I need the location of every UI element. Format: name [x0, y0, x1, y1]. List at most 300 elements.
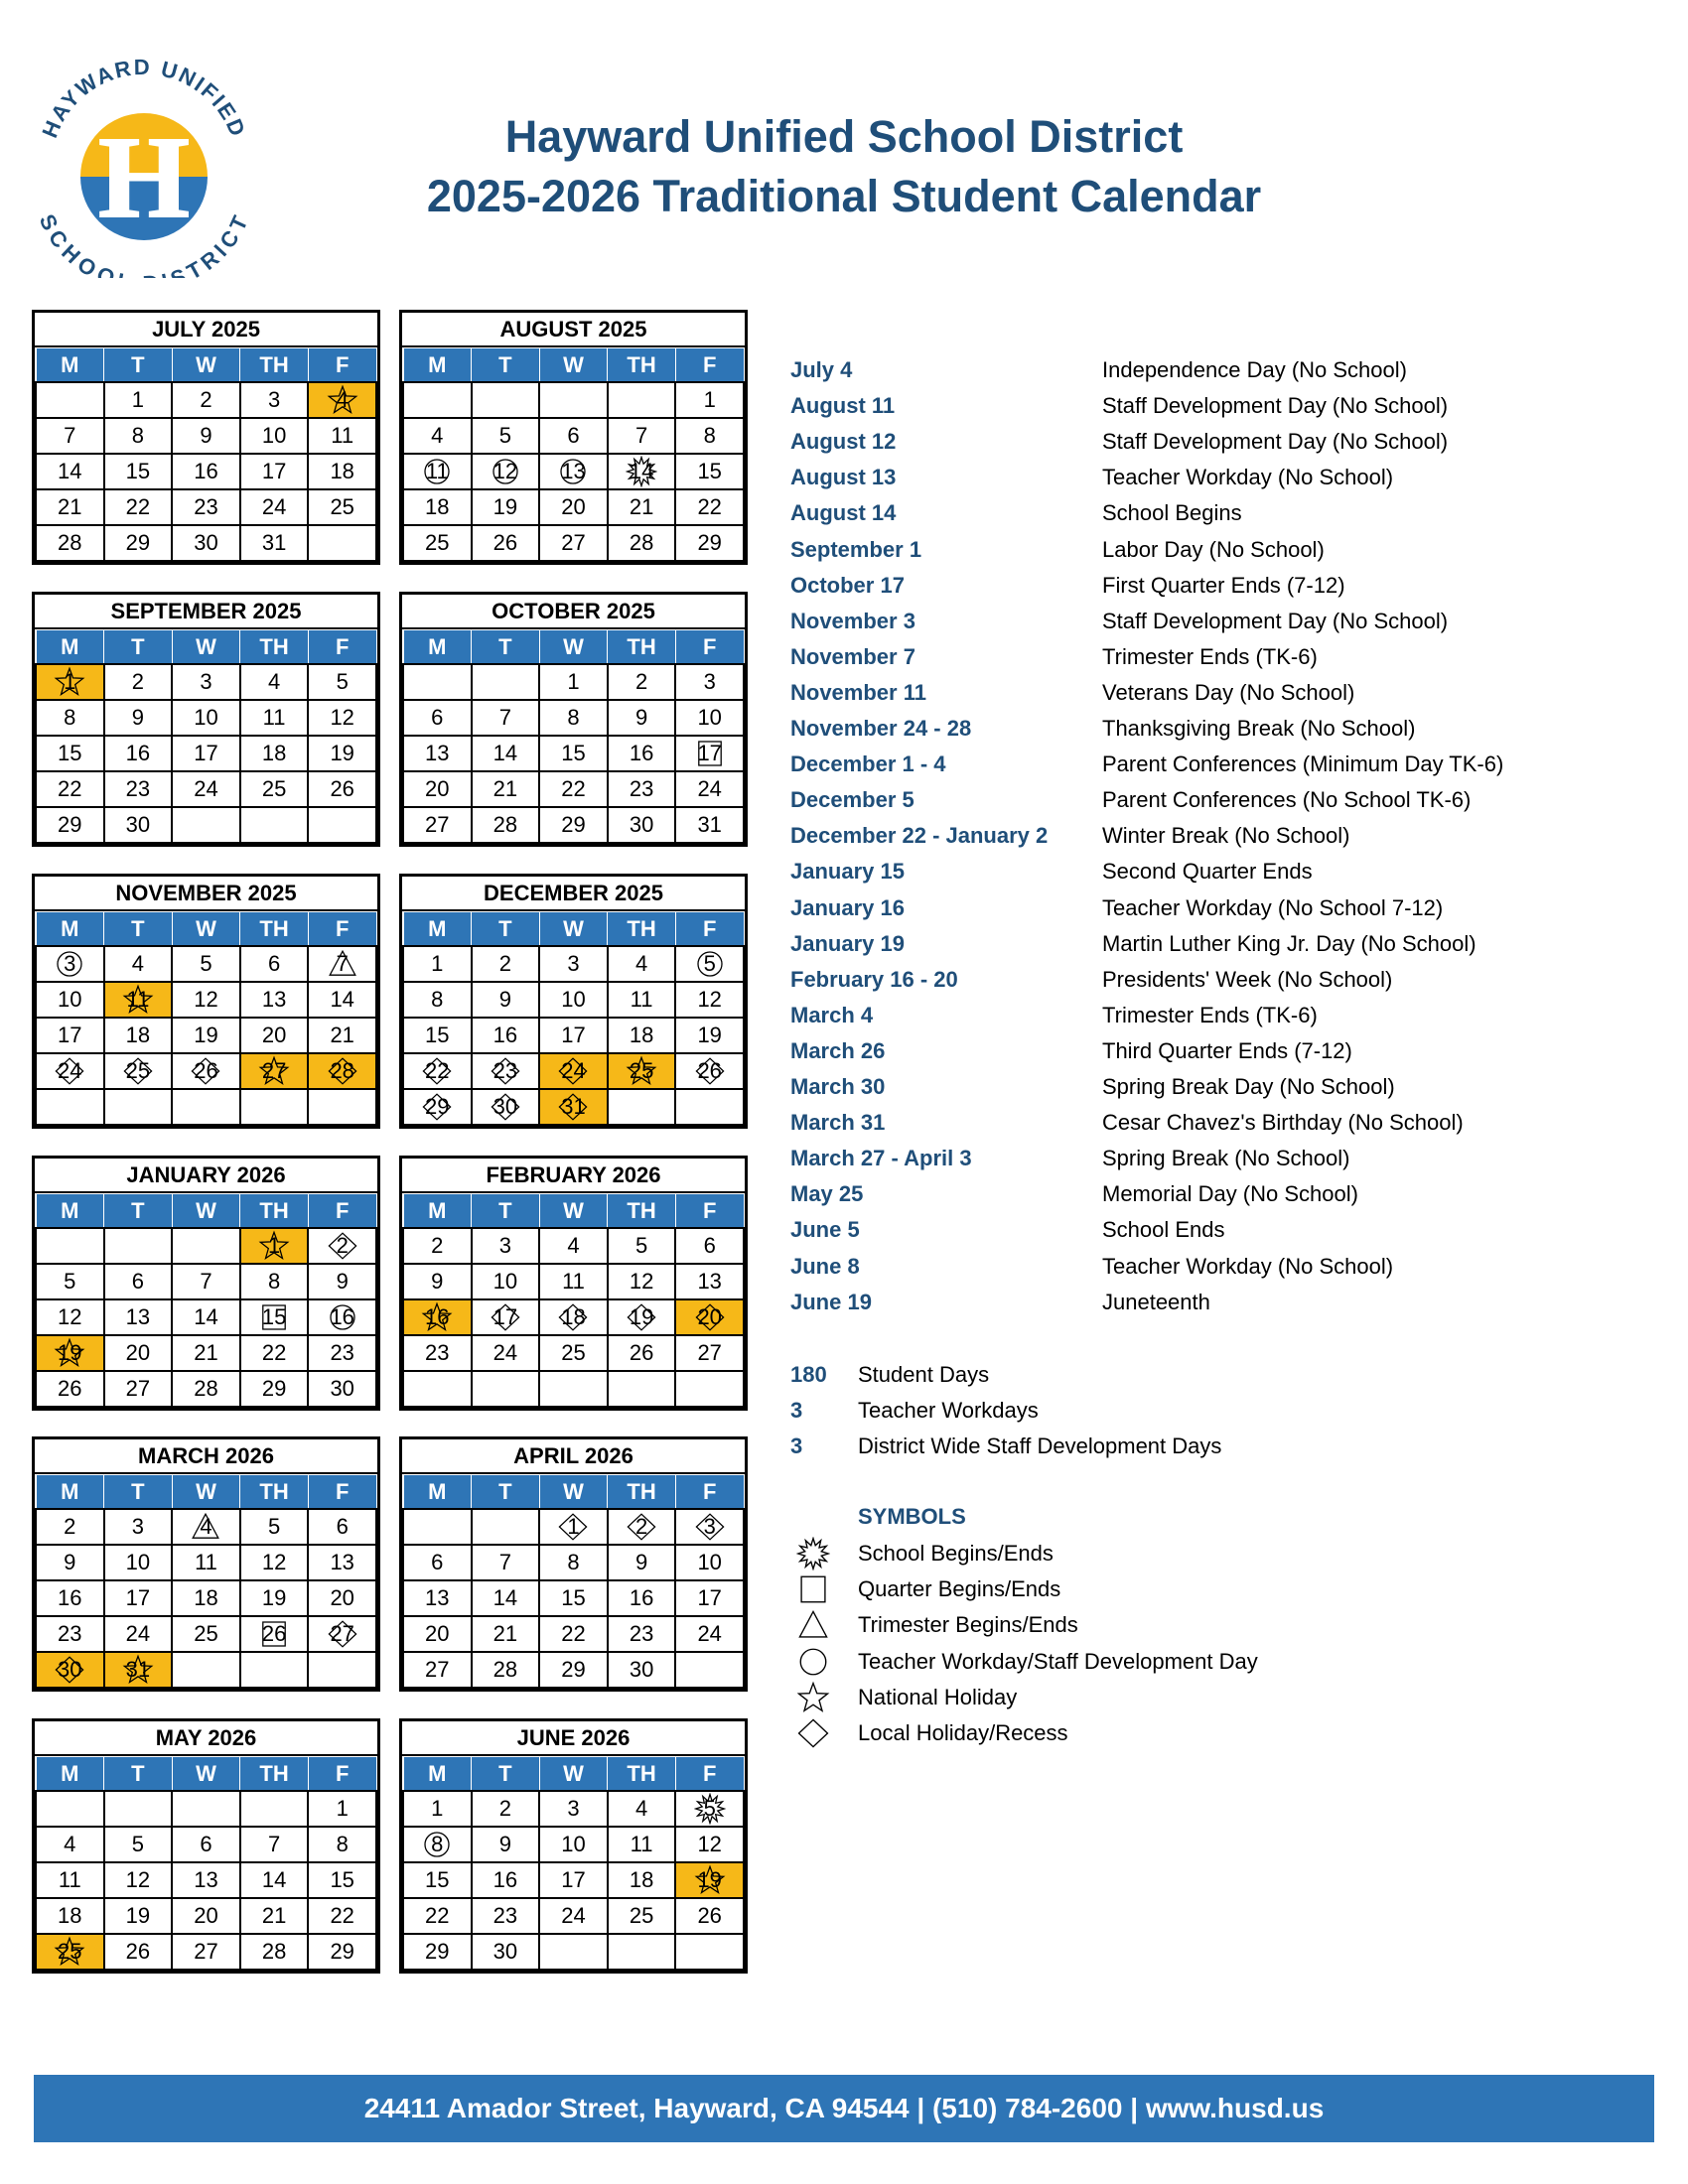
weekday-label: F	[675, 1475, 744, 1510]
day-number: 12	[261, 1550, 287, 1574]
month-calendar	[399, 310, 748, 565]
stat-label: District Wide Staff Development Days	[858, 1433, 1222, 1458]
day-number: 22	[697, 494, 722, 519]
day-cell	[675, 982, 744, 1018]
day-cell	[472, 946, 540, 982]
day-cell	[403, 1934, 472, 1970]
day-cell	[104, 946, 173, 982]
day-cell	[104, 382, 173, 418]
event-date: March 4	[790, 1002, 874, 1027]
day-cell	[608, 1089, 676, 1125]
day-number: 8	[703, 423, 716, 448]
day-cell	[308, 1299, 376, 1335]
day-number: 31	[561, 1094, 586, 1119]
day-cell	[675, 1089, 744, 1125]
day-cell	[539, 489, 608, 525]
day-number: 25	[629, 1903, 654, 1928]
day-number: 22	[561, 776, 586, 801]
month-title: SEPTEMBER 2025	[35, 595, 377, 629]
day-cell	[172, 1299, 240, 1335]
day-number: 20	[125, 1340, 151, 1365]
day-cell	[675, 418, 744, 454]
day-cell	[240, 418, 309, 454]
day-cell	[608, 1228, 676, 1264]
weekday-label: T	[104, 630, 173, 665]
day-cell	[608, 771, 676, 807]
weekday-label: W	[539, 348, 608, 383]
weekday-label: TH	[608, 1757, 676, 1792]
day-cell	[608, 664, 676, 700]
day-cell	[472, 1089, 540, 1125]
day-number: 17	[58, 1023, 82, 1047]
day-cell	[172, 1545, 240, 1580]
day-number: 3	[64, 951, 76, 976]
day-cell	[539, 418, 608, 454]
stat-label: Teacher Workdays	[858, 1398, 1039, 1423]
day-cell	[240, 1652, 309, 1688]
day-cell	[539, 525, 608, 561]
day-cell	[308, 771, 376, 807]
day-cell	[608, 1580, 676, 1616]
day-number: 6	[431, 1550, 444, 1574]
stat-row	[790, 1362, 1485, 1398]
day-number: 6	[200, 1832, 212, 1856]
day-number: 2	[64, 1514, 76, 1539]
day-cell	[472, 454, 540, 489]
day-number: 4	[336, 387, 349, 412]
day-number: 24	[492, 1340, 518, 1365]
day-cell	[403, 700, 472, 736]
day-cell	[539, 1299, 608, 1335]
day-number: 3	[498, 1233, 512, 1258]
event-description: Second Quarter Ends	[1102, 859, 1313, 885]
day-cell	[472, 1616, 540, 1652]
symbol-legend-row	[790, 1608, 1485, 1644]
day-cell	[308, 1335, 376, 1371]
day-cell	[403, 1299, 472, 1335]
day-cell	[104, 1264, 173, 1299]
day-number: 17	[561, 1867, 586, 1892]
day-cell	[403, 1228, 472, 1264]
day-cell	[472, 1264, 540, 1299]
day-cell	[172, 1827, 240, 1862]
event-description: First Quarter Ends (7-12)	[1102, 572, 1345, 598]
event-description: Teacher Workday (No School)	[1102, 465, 1394, 490]
day-number: 13	[561, 459, 586, 483]
day-number: 15	[261, 1304, 287, 1329]
day-number: 16	[425, 1304, 450, 1329]
day-number: 18	[330, 459, 354, 483]
day-number: 11	[195, 1550, 217, 1574]
day-number: 19	[261, 1585, 287, 1610]
weekday-label: W	[539, 912, 608, 947]
month-title: APRIL 2026	[402, 1439, 745, 1474]
day-cell	[539, 1264, 608, 1299]
month-title: JUNE 2026	[402, 1721, 745, 1756]
event-row	[790, 680, 1664, 716]
day-number: 31	[125, 1657, 151, 1682]
weekday-label: T	[104, 1194, 173, 1229]
svg-text:HAYWARD UNIFIED: HAYWARD UNIFIED	[37, 54, 251, 142]
day-cell	[104, 1371, 173, 1407]
day-cell	[172, 1509, 240, 1545]
day-number: 16	[492, 1867, 518, 1892]
day-number: 22	[561, 1621, 586, 1646]
day-cell	[675, 736, 744, 771]
day-cell	[403, 1509, 472, 1545]
day-cell	[104, 1053, 173, 1089]
day-cell	[172, 525, 240, 561]
day-number: 9	[498, 1832, 512, 1856]
day-cell	[472, 1862, 540, 1898]
day-number: 14	[492, 1585, 518, 1610]
day-cell	[472, 1545, 540, 1580]
footer-address: 24411 Amador Street, Hayward, CA 94544 | (510) 784-2600 | www.husd.us	[34, 2075, 1654, 2142]
event-description: Teacher Workday (No School)	[1102, 1253, 1394, 1279]
day-cell	[308, 1652, 376, 1688]
day-cell	[240, 1018, 309, 1053]
day-cell	[36, 664, 104, 700]
day-number: 14	[261, 1867, 287, 1892]
day-number: 10	[697, 1550, 722, 1574]
event-date: August 13	[790, 465, 897, 490]
day-cell	[539, 382, 608, 418]
day-cell	[403, 807, 472, 843]
event-row	[790, 609, 1664, 644]
weekday-label: M	[403, 1757, 472, 1792]
day-number: 2	[431, 1233, 444, 1258]
day-number: 26	[697, 1058, 722, 1083]
day-number: 16	[194, 459, 218, 483]
day-number: 14	[492, 741, 518, 765]
day-cell	[308, 1898, 376, 1934]
weekday-label: M	[36, 630, 104, 665]
day-cell	[240, 1264, 309, 1299]
stat-number: 180	[790, 1362, 827, 1387]
weekday-label: W	[539, 1757, 608, 1792]
event-date: January 19	[790, 930, 905, 956]
day-number: 2	[498, 1796, 512, 1821]
day-cell	[36, 1509, 104, 1545]
day-cell	[308, 736, 376, 771]
day-number: 14	[629, 459, 654, 483]
day-number: 22	[125, 494, 151, 519]
event-description: Labor Day (No School)	[1102, 536, 1325, 562]
day-cell	[472, 1898, 540, 1934]
weekday-label: F	[675, 630, 744, 665]
day-number: 28	[629, 530, 654, 555]
day-cell	[675, 1898, 744, 1934]
event-description: Cesar Chavez's Birthday (No School)	[1102, 1110, 1464, 1136]
day-cell	[104, 1089, 173, 1125]
day-number: 30	[492, 1094, 518, 1119]
day-cell	[403, 418, 472, 454]
weekday-label: W	[172, 912, 240, 947]
event-row	[790, 500, 1664, 536]
day-cell	[608, 982, 676, 1018]
day-cell	[172, 454, 240, 489]
day-cell	[308, 1018, 376, 1053]
day-number: 7	[200, 1269, 212, 1294]
day-number: 20	[194, 1903, 218, 1928]
day-cell	[675, 1335, 744, 1371]
day-number: 27	[425, 812, 450, 837]
day-number: 7	[64, 423, 76, 448]
day-cell	[472, 1371, 540, 1407]
day-number: 18	[425, 494, 450, 519]
day-cell	[608, 1616, 676, 1652]
day-number: 23	[330, 1340, 354, 1365]
event-date: August 11	[790, 393, 896, 419]
day-number: 25	[330, 494, 354, 519]
day-number: 17	[194, 741, 218, 765]
event-row	[790, 1038, 1664, 1074]
day-number: 29	[58, 812, 82, 837]
day-cell	[472, 418, 540, 454]
day-cell	[675, 1580, 744, 1616]
day-number: 15	[58, 741, 82, 765]
day-cell	[539, 807, 608, 843]
day-cell	[36, 1335, 104, 1371]
day-number: 9	[634, 1550, 648, 1574]
weekday-label: W	[172, 1757, 240, 1792]
weekday-label: M	[403, 1194, 472, 1229]
event-row	[790, 1110, 1664, 1146]
day-cell	[104, 1299, 173, 1335]
day-cell	[308, 982, 376, 1018]
day-cell	[240, 1053, 309, 1089]
day-cell	[472, 1827, 540, 1862]
day-number: 29	[125, 530, 151, 555]
day-cell	[539, 1228, 608, 1264]
day-number: 30	[194, 530, 218, 555]
day-number: 9	[336, 1269, 349, 1294]
day-number: 20	[261, 1023, 287, 1047]
event-date: June 19	[790, 1289, 872, 1314]
day-cell	[308, 1616, 376, 1652]
day-number: 5	[703, 1796, 716, 1821]
day-cell	[104, 525, 173, 561]
day-cell	[172, 418, 240, 454]
weekday-label: TH	[240, 912, 309, 947]
day-cell	[172, 382, 240, 418]
day-number: 10	[492, 1269, 518, 1294]
day-cell	[675, 1616, 744, 1652]
day-number: 27	[425, 1657, 450, 1682]
day-number: 14	[330, 987, 354, 1012]
event-date: March 27 - April 3	[790, 1146, 972, 1171]
day-number: 25	[125, 1058, 151, 1083]
month-title: JULY 2025	[35, 313, 377, 347]
day-number: 30	[125, 812, 151, 837]
day-cell	[675, 1053, 744, 1089]
day-cell	[403, 489, 472, 525]
day-number: 11	[630, 1832, 653, 1856]
star-icon	[796, 1681, 830, 1714]
day-number: 24	[125, 1621, 151, 1646]
stat-number: 3	[790, 1398, 803, 1423]
day-number: 30	[58, 1657, 82, 1682]
day-number: 2	[634, 1514, 648, 1539]
month-calendar	[399, 874, 748, 1129]
day-cell	[36, 982, 104, 1018]
day-number: 4	[634, 951, 648, 976]
event-date: December 1 - 4	[790, 751, 946, 777]
day-cell	[172, 1898, 240, 1934]
event-date: November 11	[790, 679, 926, 705]
stat-row	[790, 1398, 1485, 1433]
day-cell	[403, 771, 472, 807]
day-number: 28	[58, 530, 82, 555]
day-number: 19	[492, 494, 518, 519]
weekday-label: F	[308, 912, 376, 947]
day-number: 10	[561, 1832, 586, 1856]
day-number: 20	[561, 494, 586, 519]
day-cell	[104, 1335, 173, 1371]
day-cell	[240, 1934, 309, 1970]
day-number: 19	[330, 741, 354, 765]
day-cell	[104, 1898, 173, 1934]
day-number: 1	[131, 387, 145, 412]
day-cell	[675, 1018, 744, 1053]
day-number: 23	[492, 1058, 518, 1083]
day-number: 29	[697, 530, 722, 555]
day-cell	[36, 700, 104, 736]
day-number: 25	[629, 1058, 654, 1083]
day-number: 12	[330, 705, 354, 730]
day-number: 14	[58, 459, 82, 483]
day-cell	[539, 1791, 608, 1827]
day-number: 29	[561, 1657, 586, 1682]
day-cell	[539, 1616, 608, 1652]
day-number: 4	[131, 951, 145, 976]
day-cell	[172, 1616, 240, 1652]
day-cell	[472, 1509, 540, 1545]
weekday-label: T	[472, 630, 540, 665]
day-number: 3	[703, 669, 716, 694]
day-cell	[472, 382, 540, 418]
day-cell	[104, 1545, 173, 1580]
symbol-legend-row	[790, 1681, 1485, 1716]
day-cell	[104, 454, 173, 489]
event-row	[790, 1074, 1664, 1110]
day-cell	[172, 736, 240, 771]
day-number: 21	[492, 776, 518, 801]
day-cell	[104, 1580, 173, 1616]
weekday-label: TH	[240, 348, 309, 383]
day-cell	[539, 1862, 608, 1898]
day-number: 18	[194, 1585, 218, 1610]
day-cell	[539, 700, 608, 736]
day-cell	[36, 1898, 104, 1934]
day-number: 28	[330, 1058, 354, 1083]
event-date: February 16 - 20	[790, 966, 958, 992]
day-cell	[472, 1335, 540, 1371]
day-cell	[36, 1053, 104, 1089]
event-row	[790, 823, 1664, 859]
stat-number: 3	[790, 1433, 803, 1458]
day-cell	[104, 771, 173, 807]
day-cell	[675, 525, 744, 561]
day-cell	[240, 1228, 309, 1264]
day-cell	[308, 1264, 376, 1299]
symbol-legend-row	[790, 1645, 1485, 1681]
day-number: 9	[64, 1550, 76, 1574]
weekday-label: W	[172, 1194, 240, 1229]
event-date: June 8	[790, 1253, 860, 1279]
day-number: 16	[629, 1585, 654, 1610]
day-number: 12	[697, 987, 722, 1012]
weekday-label: M	[36, 1194, 104, 1229]
day-cell	[403, 1652, 472, 1688]
day-number: 11	[58, 1867, 81, 1892]
day-number: 20	[330, 1585, 354, 1610]
day-cell	[539, 1018, 608, 1053]
day-number: 17	[561, 1023, 586, 1047]
day-cell	[104, 489, 173, 525]
event-description: Staff Development Day (No School)	[1102, 393, 1449, 419]
day-number: 6	[131, 1269, 145, 1294]
day-number: 5	[200, 951, 212, 976]
event-description: Memorial Day (No School)	[1102, 1181, 1358, 1207]
weekday-label: TH	[240, 1757, 309, 1792]
month-calendar	[32, 1156, 380, 1411]
day-cell	[104, 736, 173, 771]
day-cell	[472, 1934, 540, 1970]
day-cell	[403, 1089, 472, 1125]
event-description: Staff Development Day (No School)	[1102, 429, 1449, 455]
day-cell	[36, 525, 104, 561]
day-number: 30	[492, 1939, 518, 1964]
day-number: 5	[336, 669, 349, 694]
day-cell	[240, 1299, 309, 1335]
day-cell	[240, 807, 309, 843]
day-number: 6	[567, 423, 580, 448]
day-number: 17	[492, 1304, 518, 1329]
day-cell	[104, 1228, 173, 1264]
event-row	[790, 895, 1664, 931]
event-row	[790, 859, 1664, 894]
day-number: 19	[58, 1340, 82, 1365]
day-number: 13	[697, 1269, 722, 1294]
svg-text:SCHOOL DISTRICT: SCHOO STRICT	[34, 209, 254, 278]
day-cell	[104, 664, 173, 700]
day-cell	[308, 1228, 376, 1264]
day-cell	[308, 418, 376, 454]
event-date: October 17	[790, 572, 905, 598]
day-cell	[172, 1580, 240, 1616]
month-title: DECEMBER 2025	[402, 877, 745, 911]
event-row	[790, 1146, 1664, 1181]
month-calendar	[32, 310, 380, 565]
day-cell	[36, 736, 104, 771]
day-number: 18	[629, 1023, 654, 1047]
weekday-label: TH	[240, 630, 309, 665]
day-cell	[608, 1053, 676, 1089]
month-calendar	[32, 1436, 380, 1692]
event-description: Juneteenth	[1102, 1289, 1210, 1314]
day-number: 2	[498, 951, 512, 976]
day-cell	[36, 1299, 104, 1335]
day-number: 16	[330, 1304, 354, 1329]
weekday-label: M	[403, 348, 472, 383]
day-cell	[172, 1862, 240, 1898]
weekday-label: M	[403, 912, 472, 947]
day-number: 9	[498, 987, 512, 1012]
day-cell	[172, 1089, 240, 1125]
event-description: Presidents' Week (No School)	[1102, 966, 1393, 992]
day-number: 26	[261, 1621, 287, 1646]
